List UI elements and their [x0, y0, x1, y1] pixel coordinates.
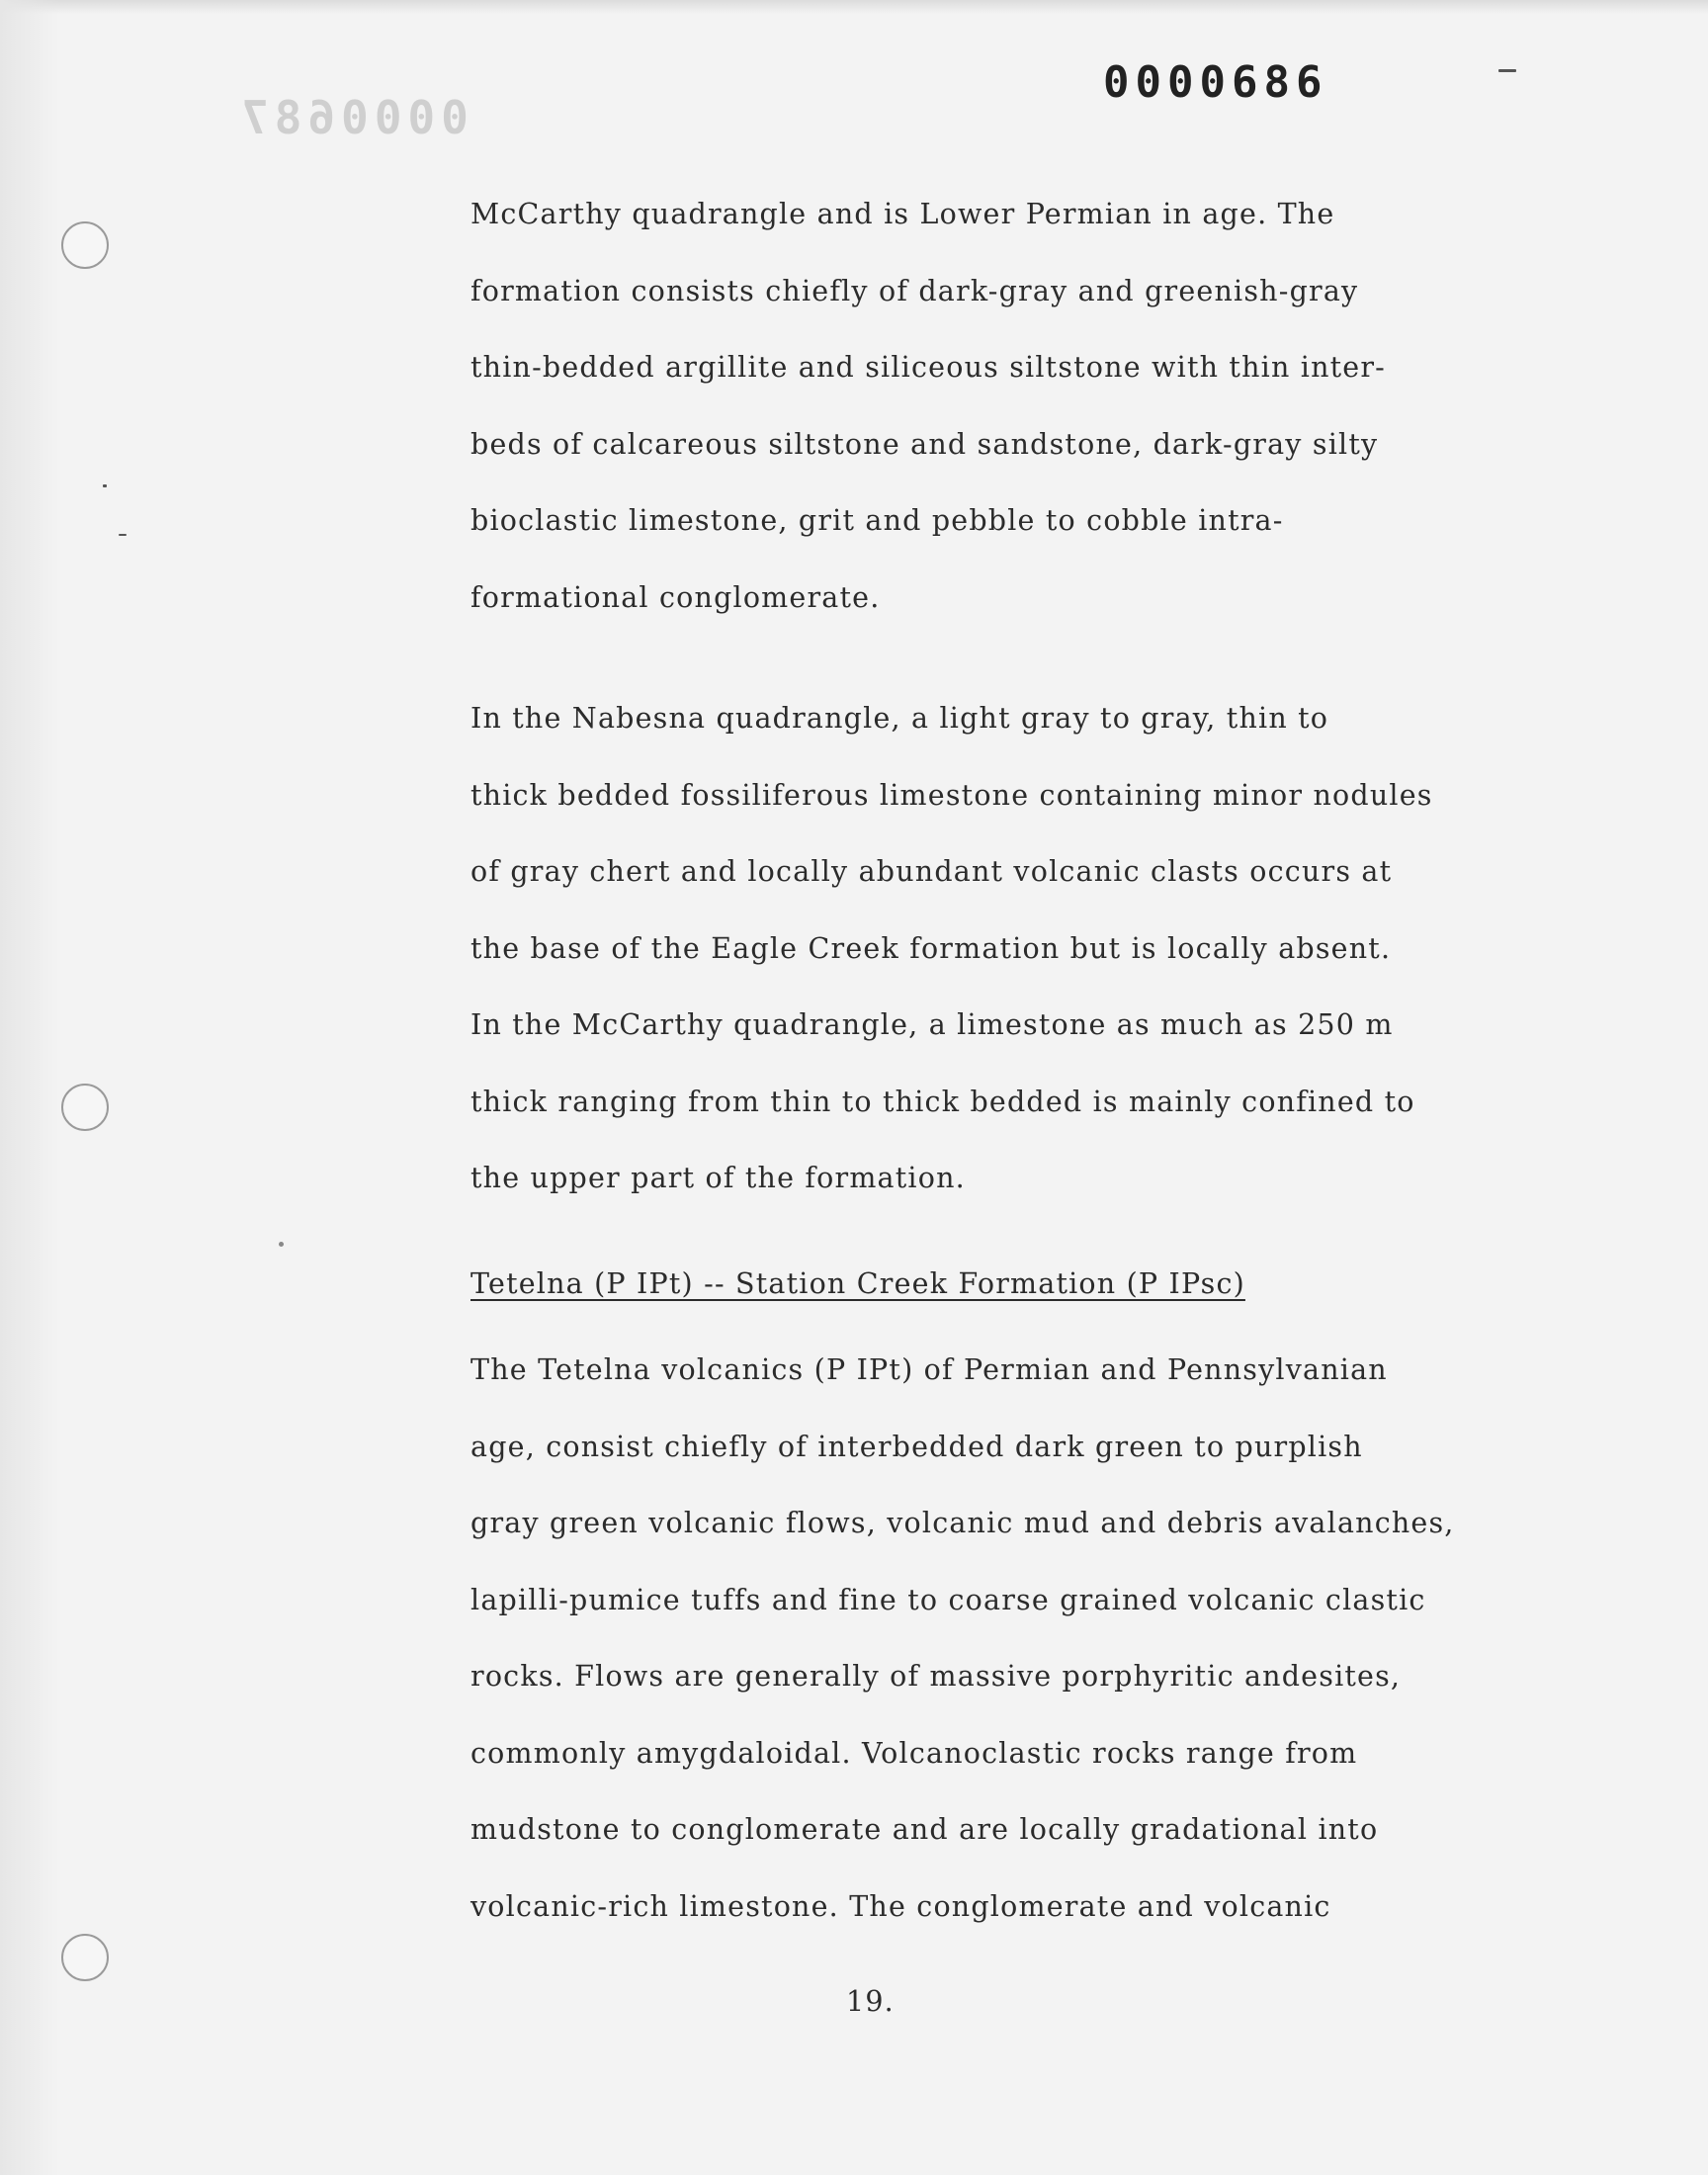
text-line: commonly amygdaloidal. Volcanoclastic rocks range from — [470, 1736, 1358, 1770]
scan-speck — [119, 534, 127, 536]
text-line: thick bedded fossiliferous limestone containing minor nodules — [470, 778, 1433, 812]
text-line: In the Nabesna quadrangle, a light gray to gray, thin to — [470, 702, 1329, 735]
text-line: bioclastic limestone, grit and pebble to cobble intra- — [470, 504, 1284, 537]
text-line: McCarthy quadrangle and is Lower Permian in age. The — [470, 198, 1335, 230]
punch-hole-bottom — [61, 1934, 109, 1981]
text-line: lapilli-pumice tuffs and fine to coarse grained volcanic clastic — [470, 1583, 1426, 1616]
text-line: age, consist chiefly of interbedded dark green to purplish — [470, 1430, 1363, 1463]
text-line: rocks. Flows are generally of massive porphyritic andesites, — [470, 1660, 1402, 1693]
scan-speck — [103, 484, 107, 487]
text-line: In the McCarthy quadrangle, a limestone as much as 250 m — [470, 1008, 1394, 1041]
text-line: formational conglomerate. — [470, 580, 881, 614]
text-line: The Tetelna volcanics (P IPt) of Permian and Pennsylvanian — [470, 1353, 1388, 1386]
text-line: the upper part of the formation. — [470, 1162, 966, 1194]
punch-hole-top — [61, 221, 109, 269]
text-line: the base of the Eagle Creek formation but is locally absent. — [470, 931, 1392, 965]
scan-speck — [279, 1242, 284, 1247]
text-line: mudstone to conglomerate and are locally gradational into — [470, 1813, 1379, 1846]
paragraph-2 — [470, 680, 1587, 1217]
paragraph-3 — [470, 1332, 1587, 1945]
text-line: thick ranging from thin to thick bedded is mainly confined to — [470, 1085, 1415, 1118]
paragraph-1 — [470, 176, 1587, 636]
text-line: formation consists chiefly of dark-gray and greenish-gray — [470, 274, 1359, 307]
text-line: beds of calcareous siltstone and sandstone, dark-gray silty — [470, 427, 1379, 461]
text-line: volcanic-rich limestone. The conglomerate and volcanic — [470, 1889, 1331, 1923]
bleed-through-number: 0000687 — [235, 91, 469, 144]
scan-speck — [1498, 69, 1516, 72]
scan-shadow-left — [0, 0, 59, 2175]
document-number-stamp: 0000686 — [1103, 57, 1328, 108]
page-number: 19. — [846, 1985, 895, 2018]
text-line: of gray chert and locally abundant volcanic clasts occurs at — [470, 855, 1393, 888]
text-line: gray green volcanic flows, volcanic mud and debris avalanches, — [470, 1507, 1455, 1539]
section-heading: Tetelna (P IPt) -- Station Creek Formation (P IPsc) — [470, 1267, 1245, 1300]
punch-hole-middle — [61, 1084, 109, 1131]
scan-shadow-top — [0, 0, 1708, 14]
text-line: thin-bedded argillite and siliceous siltstone with thin inter- — [470, 351, 1387, 384]
